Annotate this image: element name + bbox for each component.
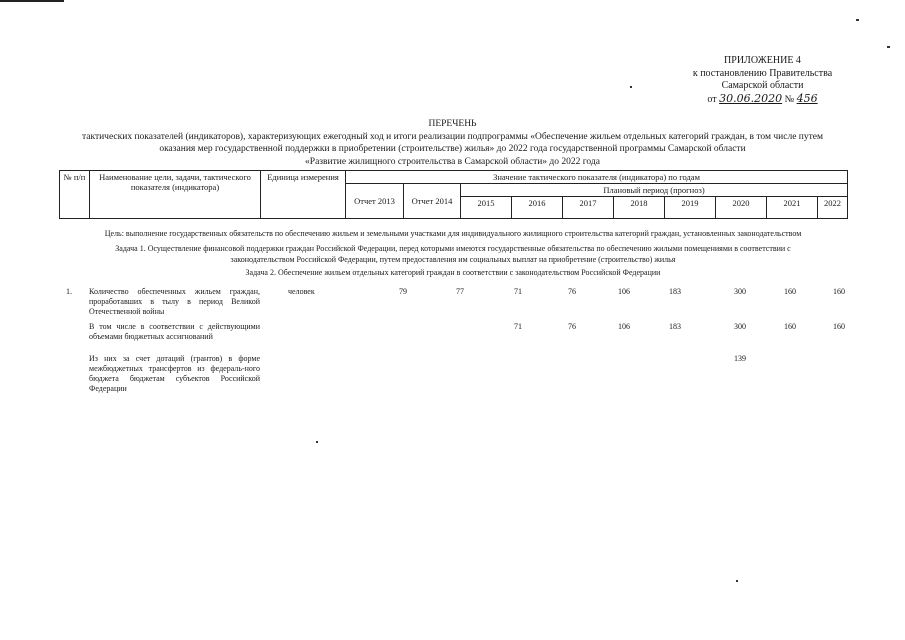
header-name: Наименование цели, задачи, тактического показателя (индикатора) [90,171,261,219]
row-2-value-e: 300 [734,322,746,331]
header-report-2013: Отчет 2013 [346,184,404,219]
task-2: Задача 2. Обеспечение жильем отдельных категорий граждан в соответствии с законодательством Российской Федерации [245,268,661,277]
scan-speck [316,441,318,443]
appendix-block [660,55,865,106]
row-2-value-d: 183 [669,322,681,331]
appendix-date-line [660,93,865,107]
row-2-value-c: 106 [618,322,630,331]
row-1-value-2015: 71 [514,287,522,296]
header-unit: Единица измерения [261,171,346,219]
document-title [60,118,845,168]
header-year-2018: 2018 [614,197,665,219]
row-1-value-2020: 160 [784,287,796,296]
appendix-region: Самарской области [721,80,804,91]
appendix-resolution: к постановлению Правительства [692,67,833,79]
header-year-2016: 2016 [512,197,563,219]
handwritten-number: 456 [796,91,818,105]
header-year-2022: 2022 [818,197,848,219]
title-line-1: тактических показателей (индикаторов), характеризующих ежегодный ход и итоги реализации подпрограммы «Обеспечение жильем отдельных категорий граждан, в том числе путем [81,131,824,142]
row-3-value: 139 [734,354,746,363]
title-line-2: оказания мер государственной поддержки в приобретении (строительстве) жилья» до 2022 года государственной программы Самарской области [159,144,746,154]
row-1-value-2014: 77 [456,287,464,296]
handwritten-date: 30.06.2020 [719,91,783,105]
scan-speck [630,86,632,88]
scan-speck [736,580,738,582]
task-1 [59,243,847,265]
task-1-line-2: законодательством Российской Федерации, путем предоставления им социальных выплат на приобретение (строительство) жилья [230,255,676,264]
row-2-value-f: 160 [784,322,796,331]
task-1-line-1: Задача 1. Осуществление финансовой поддержки граждан Российской Федерации, перед которыми имеются государственные обязательства по обеспечению жилыми помещениями в соответствии с [115,244,791,253]
date-prefix: от [707,93,717,105]
header-year-2020: 2020 [716,197,767,219]
scan-edge-line [0,0,64,2]
header-year-2017: 2017 [563,197,614,219]
row-1-number: 1. [66,287,72,296]
title-heading: ПЕРЕЧЕНЬ [428,119,477,129]
header-number: № п/п [60,171,90,219]
appendix-title: ПРИЛОЖЕНИЕ 4 [724,55,801,66]
row-2-value-g: 160 [833,322,845,331]
header-year-2021: 2021 [767,197,818,219]
indicator-table-header [59,170,848,219]
scan-speck [856,19,859,21]
header-year-2015: 2015 [461,197,512,219]
row-3-name: Из них за счет дотаций (грантов) в форме межбюджетных трансфертов из федераль-ного бюджета бюджетам субъектов Российской Федерации [89,354,260,393]
row-1-value-2017: 106 [618,287,630,296]
row-1-value-2016: 76 [568,287,576,296]
header-values: Значение тактического показателя (индикатора) по годам [346,171,848,184]
scan-speck [887,46,890,48]
row-1-value-2021: 160 [833,287,845,296]
header-report-2014: Отчет 2014 [404,184,461,219]
row-2-name: В том числе в соответствии с действующими объемами бюджетных ассигнований [89,322,260,341]
row-1-value-2018: 183 [669,287,681,296]
row-1-unit: человек [288,287,315,296]
row-1-value-2019: 300 [734,287,746,296]
row-1-name: Количество обеспеченных жильем граждан, проработавших в тылу в период Великой Отечественной войны [89,287,260,316]
number-prefix: № [784,93,795,105]
row-2-value-b: 76 [568,322,576,331]
row-2-value-a: 71 [514,322,522,331]
header-planned-period: Плановый период (прогноз) [461,184,848,197]
header-year-2019: 2019 [665,197,716,219]
title-line-3: «Развитие жилищного строительства в Самарской области» до 2022 года [305,156,600,167]
row-1-value-2013: 79 [399,287,407,296]
goal-text: Цель: выполнение государственных обязательств по обеспечению жильем и земельными участками для индивидуального жилищного строительства категорий граждан, установленных законодательством [104,229,802,238]
